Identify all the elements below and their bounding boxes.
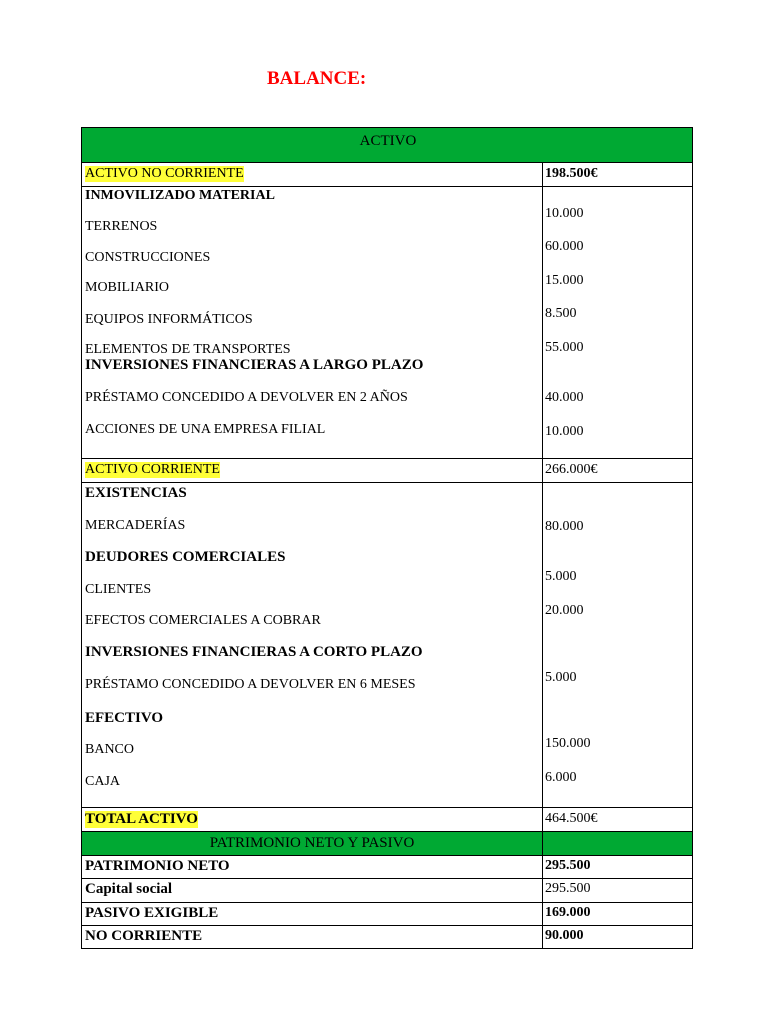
table-row (81, 855, 693, 878)
table-row (81, 925, 693, 949)
pasivo-row-label: PATRIMONIO NETO (85, 858, 230, 874)
activo-no-corriente-total: 198.500€ (545, 166, 598, 181)
activo-corriente-row (81, 458, 693, 482)
list-item: BANCO (85, 742, 135, 757)
deudores-heading: DEUDORES COMERCIALES (85, 549, 286, 565)
list-item: MOBILIARIO (85, 280, 169, 295)
page-title: BALANCE: (267, 68, 367, 89)
activo-corriente-label: ACTIVO CORRIENTE (85, 462, 220, 477)
pasivo-header: PATRIMONIO NETO Y PASIVO (209, 835, 415, 851)
pasivo-header-row (81, 831, 693, 855)
pasivo-row-label: NO CORRIENTE (85, 928, 203, 944)
activo-no-corriente-row (81, 162, 693, 186)
existencias-heading: EXISTENCIAS (85, 485, 187, 501)
inversiones-lp-heading: INVERSIONES FINANCIERAS A LARGO PLAZO (85, 357, 424, 373)
activo-corriente-detail (81, 482, 693, 807)
list-item: ACCIONES DE UNA EMPRESA FILIAL (85, 422, 326, 437)
activo-header-row (81, 127, 693, 162)
efectivo-heading: EFECTIVO (85, 710, 164, 726)
table-row (81, 902, 693, 925)
inmovilizado-heading: INMOVILIZADO MATERIAL (85, 188, 275, 203)
list-item-value: 80.000 (545, 519, 584, 534)
list-item: CLIENTES (85, 582, 152, 597)
list-item: CAJA (85, 774, 121, 789)
list-item-value: 8.500 (545, 306, 577, 321)
list-item: ELEMENTOS DE TRANSPORTES (85, 342, 291, 357)
list-item-value: 10.000 (545, 424, 584, 439)
list-item: EQUIPOS INFORMÁTICOS (85, 312, 253, 327)
activo-corriente-total: 266.000€ (545, 462, 598, 477)
list-item-value: 15.000 (545, 273, 584, 288)
pasivo-row-value: 90.000 (545, 928, 584, 943)
pasivo-row-value: 295.500 (545, 858, 591, 873)
total-activo-row (81, 807, 693, 831)
list-item: MERCADERÍAS (85, 518, 186, 533)
list-item-value: 60.000 (545, 239, 584, 254)
list-item: CONSTRUCCIONES (85, 250, 211, 265)
list-item-value: 150.000 (545, 736, 591, 751)
list-item-value: 5.000 (545, 569, 577, 584)
table-row (81, 878, 693, 902)
list-item-value: 6.000 (545, 770, 577, 785)
inversiones-cp-heading: INVERSIONES FINANCIERAS A CORTO PLAZO (85, 644, 423, 660)
activo-no-corriente-detail (81, 186, 693, 458)
list-item-value: 10.000 (545, 206, 584, 221)
total-activo-label: TOTAL ACTIVO (85, 811, 198, 827)
total-activo-value: 464.500€ (545, 811, 598, 826)
list-item-value: 40.000 (545, 390, 584, 405)
activo-no-corriente-label: ACTIVO NO CORRIENTE (85, 166, 244, 181)
list-item: PRÉSTAMO CONCEDIDO A DEVOLVER EN 6 MESES (85, 677, 416, 692)
list-item: TERRENOS (85, 219, 158, 234)
pasivo-row-label: Capital social (85, 881, 173, 897)
activo-header: ACTIVO (359, 133, 417, 149)
pasivo-row-value: 169.000 (545, 905, 591, 920)
pasivo-row-label: PASIVO EXIGIBLE (85, 905, 219, 921)
list-item: EFECTOS COMERCIALES A COBRAR (85, 613, 321, 628)
list-item: PRÉSTAMO CONCEDIDO A DEVOLVER EN 2 AÑOS (85, 390, 408, 405)
list-item-value: 20.000 (545, 603, 584, 618)
list-item-value: 55.000 (545, 340, 584, 355)
list-item-value: 5.000 (545, 670, 577, 685)
pasivo-row-value: 295.500 (545, 881, 591, 896)
